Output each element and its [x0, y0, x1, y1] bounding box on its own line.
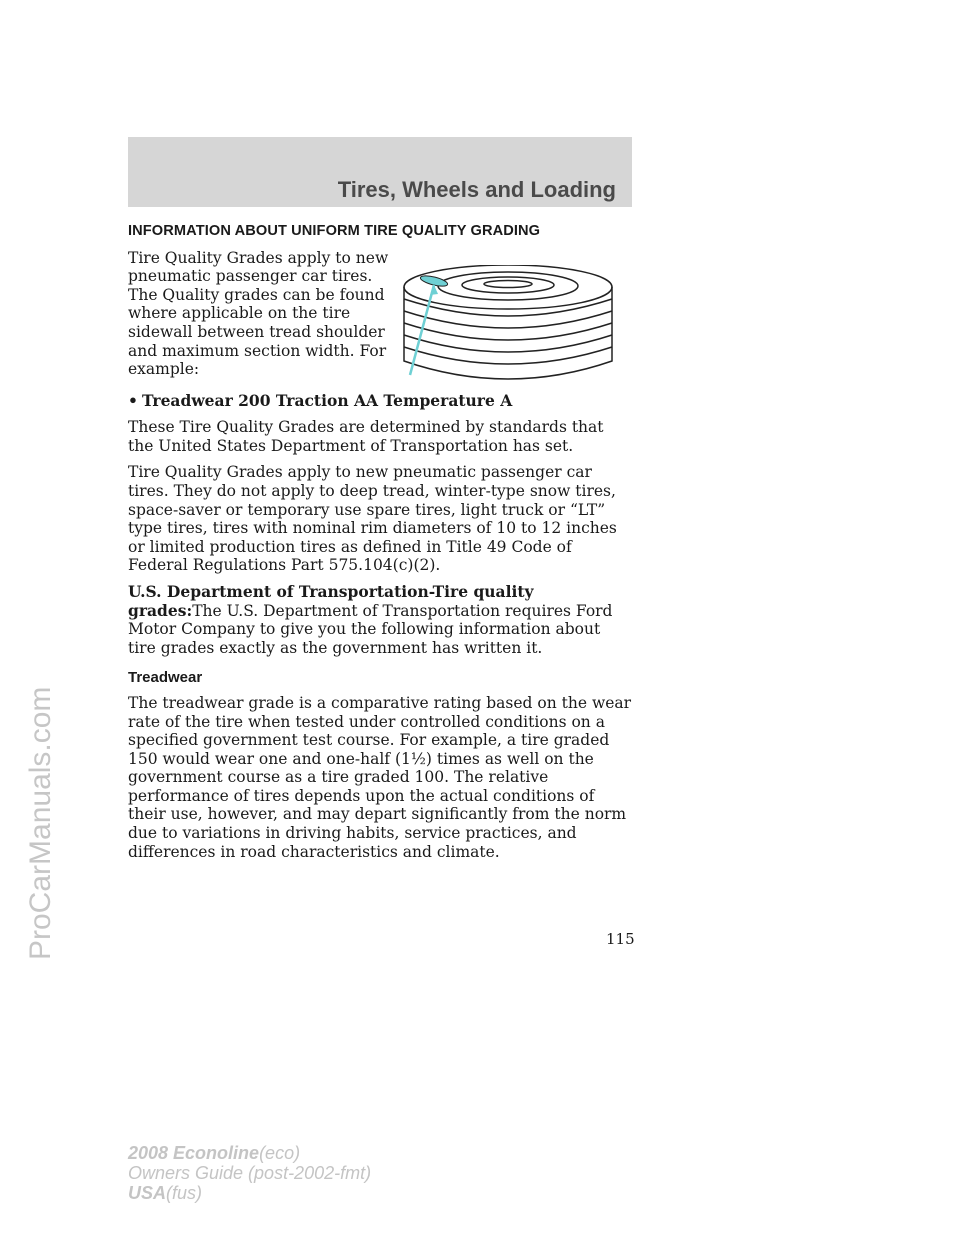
footer-market: USA — [128, 1183, 167, 1203]
grade-example-text: Treadwear 200 Traction AA Temperature A — [142, 390, 513, 410]
footer-line-2: Owners Guide (post-2002-fmt) — [128, 1163, 372, 1183]
paragraph-standards: These Tire Quality Grades are determined by standards that the United States Department of Transportation has set. — [128, 418, 604, 455]
header-band — [128, 137, 632, 207]
footer-line-1 — [128, 1143, 371, 1163]
treadwear-heading: Treadwear — [128, 669, 203, 687]
grade-example-bullet — [128, 392, 632, 411]
document-footer — [128, 1143, 371, 1203]
footer-line-3 — [128, 1183, 371, 1203]
footer-model-code: (eco) — [259, 1143, 301, 1163]
section-heading: INFORMATION ABOUT UNIFORM TIRE QUALITY GRADING — [128, 223, 541, 239]
dot-grades-body: The U.S. Department of Transportation requires Ford Motor Company to give you the following information about tire grades exactly as the government has written it. — [128, 601, 613, 657]
paragraph-treadwear: The treadwear grade is a comparative rating based on the wear rate of the tire when tested under controlled conditions on a specified government test course. For example, a tire graded 150 would wear one and one-half (1½) times as well on the government course as a tire graded 100. The relative performance of tires depends upon the actual conditions of their use, however, and may depart significantly from the norm due to variations in driving habits, service practices, and differences in road characteristics and climate. — [128, 693, 632, 861]
dot-grades-lead: U.S. Department of Transportation-Tire quality grades: — [128, 581, 534, 620]
paragraph-applicability: Tire Quality Grades apply to new pneumatic passenger car tires. They do not apply to deep tread, winter-type snow tires, space-saver or temporary use spare tires, light truck or “LT” type tires, tires with nominal rim diameters of 10 to 12 inches or limited production tires as defined in Title 49 Code of Federal Regulations Part 575.104(c)(2). — [128, 463, 617, 575]
page-content — [128, 222, 632, 869]
footer-market-code: (fus) — [166, 1183, 203, 1203]
footer-model: 2008 Econoline — [128, 1143, 260, 1163]
paragraph-dot-grades — [128, 583, 632, 657]
chapter-title: Tires, Wheels and Loading — [337, 177, 616, 202]
watermark: ProCarManuals.com — [24, 686, 57, 960]
page-number: 115 — [606, 930, 635, 948]
tire-sidewall-icon — [402, 265, 614, 383]
bullet-dot: • — [128, 390, 138, 410]
intro-paragraph: Tire Quality Grades apply to new pneumatic passenger car tires. The Quality grades can be found where applicable on the tire sidewall between tread shoulder and maximum section width. For example: — [128, 248, 389, 379]
intro-block — [128, 249, 632, 383]
